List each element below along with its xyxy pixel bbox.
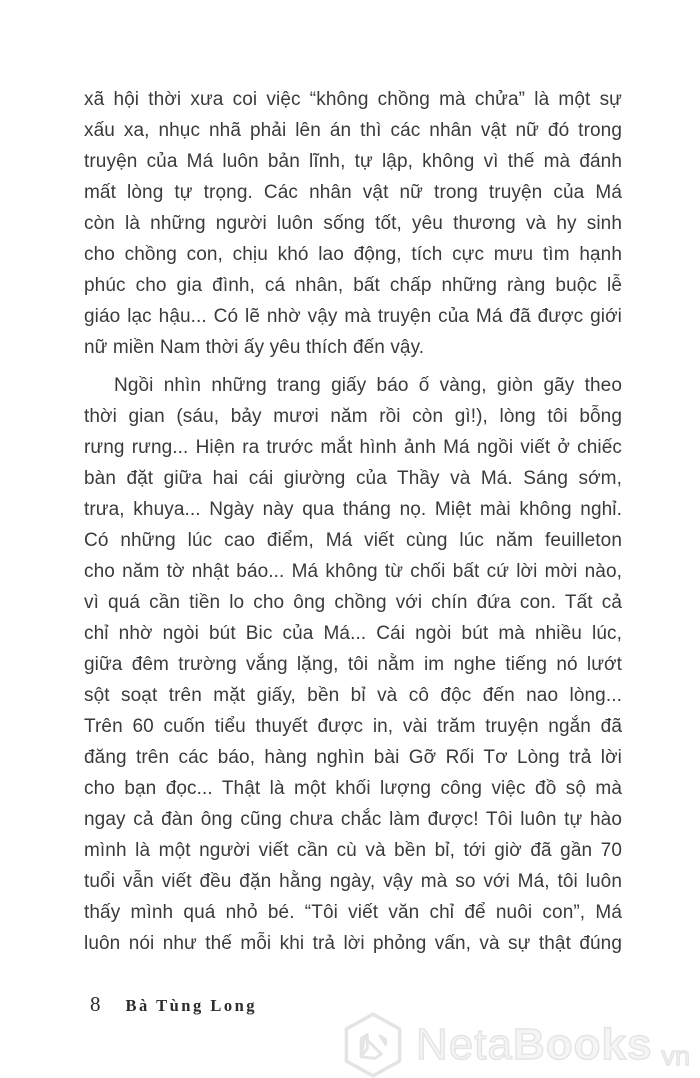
text-line: giữa đêm trường vắng lặng, tôi nằm im nghe tiếng nó lướt <box>84 654 622 675</box>
text-line: Ngồi nhìn những trang giấy báo ố vàng, giòn gãy theo <box>114 375 622 396</box>
text-line: truyện của Má luôn bản lĩnh, tự lập, không vì thế mà đánh <box>84 151 622 172</box>
text-line: xấu xa, nhục nhã phải lên án thì các nhân vật nữ đó trong <box>84 120 622 141</box>
text-line: thời gian (sáu, bảy mươi năm rồi còn gì!), lòng tôi bỗng <box>84 406 622 427</box>
text-line: bàn đặt giữa hai cái giường của Thầy và Má. Sáng sớm, <box>84 468 622 489</box>
text-line: đăng trên các báo, hàng nghìn bài Gỡ Rối Tơ Lòng trả lời <box>84 747 622 768</box>
page-number: 8 <box>90 992 101 1016</box>
text-line: mất lòng tự trọng. Các nhân vật nữ trong truyện của Má <box>84 182 622 203</box>
watermark-text <box>416 1020 690 1071</box>
page-footer <box>90 992 257 1017</box>
text-line: mình là một người viết cần cù và bền bỉ, tới giờ đã gần 70 <box>84 840 622 861</box>
text-line: rưng rưng... Hiện ra trước mắt hình ảnh Má ngồi viết ở chiếc <box>84 437 622 458</box>
text-line: thấy mình quá nhỏ bé. “Tôi viết văn chỉ để nuôi con”, Má <box>84 902 622 923</box>
text-line: nữ miền Nam thời ấy yêu thích đến vậy. <box>84 337 425 358</box>
text-line: phúc cho gia đình, cá nhân, bất chấp những ràng buộc lễ <box>84 275 622 296</box>
text-line: còn là những người luôn sống tốt, yêu thương và hy sinh <box>84 213 622 234</box>
text-line: cho bạn đọc... Thật là một khối lượng công việc đồ sộ mà <box>84 778 622 799</box>
text-line: giáo lạc hậu... Có lẽ nhờ vậy mà truyện của Má đã được giới <box>84 306 622 327</box>
text-line: Có những lúc cao điểm, Má viết cùng lúc năm feuilleton <box>84 530 622 551</box>
text-line: Trên 60 cuốn tiểu thuyết được in, vài trăm truyện ngắn đã <box>84 716 622 737</box>
text-line: luôn nói như thế mỗi khi trả lời phỏng vấn, và sự thật đúng <box>84 933 622 954</box>
body-text <box>84 84 622 959</box>
text-line: tuổi vẫn viết đều đặn hằng ngày, vậy mà so với Má, tôi luôn <box>84 871 622 892</box>
text-line: ngay cả đàn ông cũng chưa chắc làm được! Tôi luôn tự hào <box>84 809 622 830</box>
text-line: cho năm tờ nhật báo... Má không từ chối bất cứ lời mời nào, <box>84 561 622 582</box>
text-line: chỉ nhờ ngòi bút Bic của Má... Cái ngòi bút mà nhiều lúc, <box>84 623 622 644</box>
text-line: cho chồng con, chịu khó lao động, tích cực mưu tìm hạnh <box>84 244 622 265</box>
paragraph <box>84 370 622 959</box>
paragraph <box>84 84 622 363</box>
text-line: xã hội thời xưa coi việc “không chồng mà chửa” là một sự <box>84 89 622 110</box>
watermark-brand-part2: Books <box>512 1020 653 1069</box>
netabooks-watermark <box>338 1012 690 1078</box>
text-line: vì quá cần tiền lo cho ông chồng với chín đứa con. Tất cả <box>84 592 622 613</box>
text-line: trưa, khuya... Ngày này qua tháng nọ. Miệt mài không nghỉ. <box>84 499 622 520</box>
book-title: Bà Tùng Long <box>125 996 257 1015</box>
netabooks-hexagon-n-logo-icon <box>338 1012 408 1078</box>
text-line: sột soạt trên mặt giấy, bền bỉ và cô độc đến nao lòng... <box>84 685 622 706</box>
watermark-tld: vn <box>661 1041 690 1071</box>
watermark-brand-part1: Neta <box>416 1020 513 1069</box>
